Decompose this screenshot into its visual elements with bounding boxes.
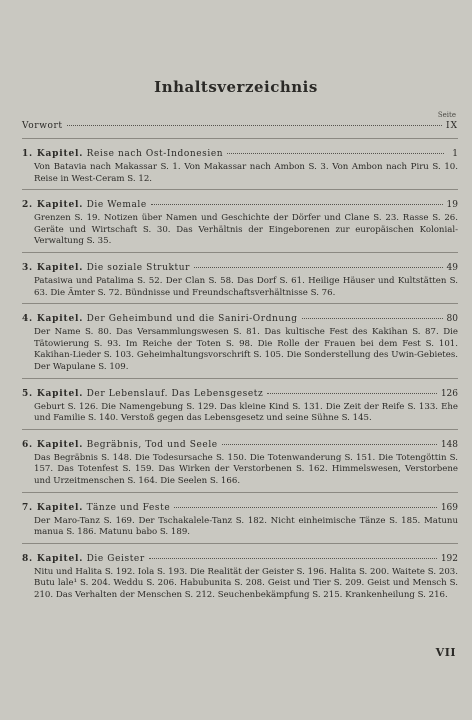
- chapter-number: 2. Kapitel.: [22, 200, 84, 211]
- chapter-title: Tänze und Feste: [86, 502, 171, 513]
- chapter-title: Der Lebenslauf. Das Lebensgesetz: [86, 388, 264, 399]
- chapter-page-number: 148: [440, 439, 458, 450]
- dot-leader: [302, 317, 443, 319]
- chapter-number: 4. Kapitel.: [22, 314, 84, 325]
- toc-entry-chapter-8[interactable]: [22, 554, 458, 602]
- dot-leader: [174, 506, 437, 508]
- chapter-page-number: 126: [440, 388, 458, 399]
- chapter-title: Begräbnis, Tod und Seele: [86, 439, 218, 450]
- dot-leader: [194, 266, 443, 268]
- chapter-title: Reise nach Ost-Indonesien: [86, 149, 224, 159]
- chapter-title: Die soziale Struktur: [86, 262, 191, 273]
- dot-leader: [222, 443, 437, 445]
- chapter-title: Der Geheimbund und die Saniri-Ordnung: [86, 314, 298, 325]
- chapter-heading: [22, 389, 263, 399]
- chapter-page-number: 49: [446, 262, 458, 273]
- chapter-number: 5. Kapitel.: [22, 388, 84, 399]
- page-title: Inhaltsverzeichnis: [154, 78, 318, 96]
- toc-entry-chapter-7[interactable]: [22, 503, 458, 539]
- divider: [22, 189, 458, 190]
- dot-leader: [67, 124, 442, 126]
- chapter-contents: Patasiwa und Patalima S. 52. Der Clan S. 58. Das Dorf S. 61. Heilige Häuser und Kultstätten S. 63. Die Ämter S. 72. Bündnisse und Freundschaftsverhältnisse S. 76.: [34, 275, 458, 298]
- chapter-page-number: 80: [446, 314, 458, 325]
- seite-column-label: Seite: [437, 111, 456, 119]
- chapter-contents: Grenzen S. 19. Notizen über Namen und Geschichte der Dörfer und Clane S. 23. Rasse S. 26. Geräte und Wirtschaft S. 30. Das Verhältnis der Eingeborenen zur europäischen Kolonial-Verwaltung S. 35.: [34, 213, 458, 247]
- toc-entry-chapter-4[interactable]: [22, 314, 458, 373]
- toc-entry-chapter-2[interactable]: [22, 200, 458, 248]
- chapter-heading: [22, 440, 218, 450]
- chapter-number: 6. Kapitel.: [22, 439, 84, 450]
- table-of-contents: [22, 121, 458, 601]
- chapter-contents: Nitu und Halita S. 192. Iola S. 193. Die Realität der Geister S. 196. Halita S. 200. Waitete S. 203. Butu lale¹ S. 204. Weddu S. 206. Habubunita S. 208. Geist und Tier S. 209. Geist und Mensch S. 210. Das Verhalten der Menschen S. 212. Seuchenbekämpfung S. 215. Krankenheilung S. 216.: [34, 566, 458, 600]
- entry-label: Vorwort: [22, 121, 63, 131]
- divider: [22, 303, 458, 304]
- divider: [22, 252, 458, 253]
- chapter-page-number: 19: [446, 200, 458, 211]
- divider: [22, 378, 458, 379]
- toc-entry-vorwort[interactable]: [22, 121, 458, 134]
- chapter-contents: Das Begräbnis S. 148. Die Todesursache S. 150. Die Totenwanderung S. 151. Die Totengöttin S. 157. Das Totenfest S. 159. Das Wirken der Verstorbenen S. 162. Himmelswesen, Verstorbene und Urzeitmenschen S. 164. Die Seelen S. 166.: [34, 452, 458, 486]
- entry-page-number: IX: [446, 121, 458, 131]
- chapter-heading: [22, 263, 190, 273]
- chapter-page-number: 1: [452, 149, 458, 159]
- chapter-heading: [22, 200, 147, 210]
- chapter-page-number: 192: [440, 553, 458, 564]
- chapter-title: Die Wemale: [86, 200, 147, 211]
- dot-leader: [149, 557, 437, 559]
- chapter-contents: Der Name S. 80. Das Versammlungswesen S. 81. Das kultische Fest des Kakihan S. 87. Die Tätowierung S. 93. Im Reiche der Toten S. 98. Die Rolle der Frauen bei dem Fest S. 101. Kakihan-Lieder S. 103. Geheimhaltungsvorschrift S. 105. Die Sonderstellung des Uwin-Gebietes. Der Wapulane S. 109.: [34, 327, 458, 372]
- chapter-heading: [22, 314, 298, 324]
- chapter-page-number: 169: [440, 502, 458, 513]
- divider: [22, 543, 458, 544]
- dot-leader: [267, 392, 436, 394]
- chapter-heading: [22, 149, 223, 159]
- chapter-contents: Von Batavia nach Makassar S. 1. Von Makassar nach Ambon S. 3. Von Ambon nach Piru S. 10. Reise in West-Ceram S. 12.: [34, 162, 458, 184]
- divider: [22, 138, 458, 139]
- dot-leader: [151, 203, 443, 205]
- chapter-heading: [22, 503, 170, 513]
- page-folio-number: VII: [435, 646, 456, 659]
- chapter-contents: Der Maro-Tanz S. 169. Der Tschakalele-Tanz S. 182. Nicht einheimische Tänze S. 185. Matunu manua S. 186. Matunu babo S. 189.: [34, 515, 458, 538]
- toc-entry-chapter-3[interactable]: [22, 263, 458, 299]
- toc-entry-chapter-6[interactable]: [22, 440, 458, 488]
- chapter-contents: Geburt S. 126. Die Namengebung S. 129. Das kleine Kind S. 131. Die Zeit der Reife S. 133. Ehe und Familie S. 140. Verstoß gegen das Lebensgesetz und seine Sühne S. 145.: [34, 401, 458, 424]
- chapter-number: 8. Kapitel.: [22, 553, 84, 564]
- chapter-title: Die Geister: [86, 553, 145, 564]
- chapter-number: 1. Kapitel.: [22, 149, 84, 159]
- chapter-heading: [22, 554, 145, 564]
- toc-entry-chapter-1[interactable]: [22, 149, 458, 185]
- chapter-number: 3. Kapitel.: [22, 262, 84, 273]
- divider: [22, 429, 458, 430]
- dot-leader: [227, 152, 444, 154]
- chapter-number: 7. Kapitel.: [22, 502, 84, 513]
- toc-entry-chapter-5[interactable]: [22, 389, 458, 425]
- divider: [22, 492, 458, 493]
